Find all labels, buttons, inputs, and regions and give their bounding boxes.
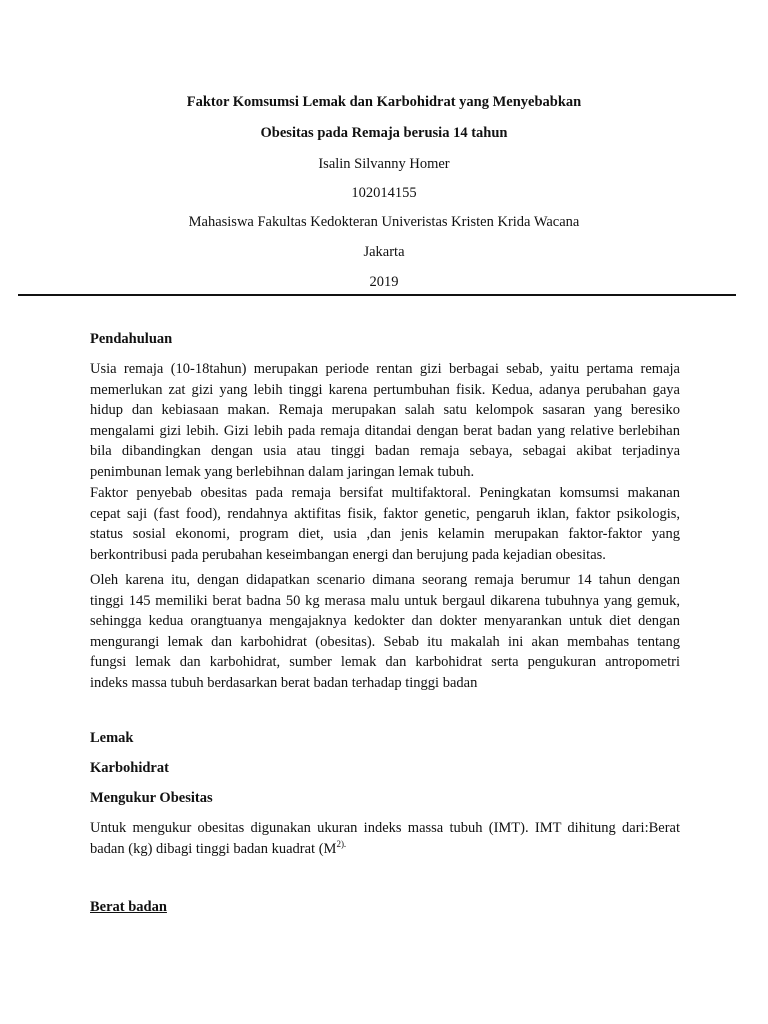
paragraph-line: Usia remaja (10-18tahun) merupakan periode rentan gizi berbagai sebab, yaitu pertama remaja [90, 361, 680, 377]
paragraph-line: fungsi lemak dan karbohidrat, sumber lemak dan karbohidrat serta pengukuran antropometri [90, 654, 680, 670]
heading-karbohidrat: Karbohidrat [90, 760, 169, 776]
affiliation: Mahasiswa Fakultas Kedokteran Univeristas Kristen Krida Wacana [188, 214, 580, 230]
header-divider [18, 294, 736, 296]
paragraph-line: mengurangi lemak dan karbohidrat (obesitas). Sebab itu makalah ini akan membahas tentang [90, 633, 680, 650]
paragraph-pendahuluan-3 [90, 570, 680, 693]
paragraph-line: mengalami gizi lebih. Gizi lebih pada remaja ditandai dengan berat badan yang relative berlebihan [90, 422, 680, 439]
paragraph-line: indeks massa tubuh berdasarkan berat badan terhadap tinggi badan [90, 674, 478, 691]
paragraph-line: hidup dan kebiasaan makan. Remaja merupakan salah satu kelompok sasaran yang beresiko [90, 402, 680, 418]
paragraph-line: Faktor penyebab obesitas pada remaja bersifat multifaktoral. Peningkatan komsumsi makanan [90, 485, 680, 501]
paragraph-line [90, 839, 680, 860]
heading-berat-badan: Berat badan [90, 899, 167, 915]
paragraph-line: tinggi 145 memiliki berat badna 50 kg merasa malu untuk bergaul dikarena tubuhnya yang gemuk, [90, 592, 680, 609]
heading-lemak: Lemak [90, 730, 134, 746]
document-title-line-2: Obesitas pada Remaja berusia 14 tahun [260, 125, 508, 141]
document-title-line-1: Faktor Komsumsi Lemak dan Karbohidrat yang Menyebabkan [186, 94, 582, 110]
paragraph-line: berkontribusi pada perubahan keseimbangan energi dan berujung pada kejadian obesitas. [90, 546, 606, 563]
author-name: Isalin Silvanny Homer [318, 156, 450, 172]
heading-pendahuluan: Pendahuluan [90, 331, 173, 347]
paragraph-line: cepat saji (fast food), rendahnya aktifitas fisik, faktor genetic, pengaruh iklan, faktor psikologis, [90, 505, 680, 522]
paragraph-line: penimbunan lemak yang berlebihnan dalam jaringan lemak tubuh. [90, 463, 475, 480]
city: Jakarta [363, 244, 405, 260]
paragraph-pendahuluan-1 [90, 359, 680, 482]
formula-superscript: 2). [336, 838, 347, 849]
paragraph-mengukur-obesitas [90, 818, 680, 859]
paragraph-line: sehingga kedua orangtuanya mengajaknya kedokter dan dokter menyarankan untuk diet dengan [90, 613, 680, 629]
paragraph-line: Untuk mengukur obesitas digunakan ukuran indeks massa tubuh (IMT). IMT dihitung dari:Berat [90, 820, 680, 836]
formula-text: badan (kg) dibagi tinggi badan kuadrat (M [90, 840, 337, 857]
student-id: 102014155 [351, 185, 417, 201]
paragraph-line: bila dibandingkan dengan usia atau tinggi badan remaja sebaya, sebagai akibat terjadinya [90, 443, 680, 459]
paragraph-line: memerlukan zat gizi yang lebih tinggi karena pertumbuhan fisik. Kedua, adanya perubahan gaya [90, 381, 680, 398]
paragraph-pendahuluan-2 [90, 483, 680, 565]
year: 2019 [369, 274, 399, 290]
heading-mengukur-obesitas: Mengukur Obesitas [90, 790, 213, 806]
paragraph-line: status sosial ekonomi, program diet, usia ,dan jenis kelamin merupakan faktor-faktor yang [90, 526, 680, 542]
paragraph-line: Oleh karena itu, dengan didapatkan scenario dimana seorang remaja berumur 14 tahun dengan [90, 572, 680, 588]
